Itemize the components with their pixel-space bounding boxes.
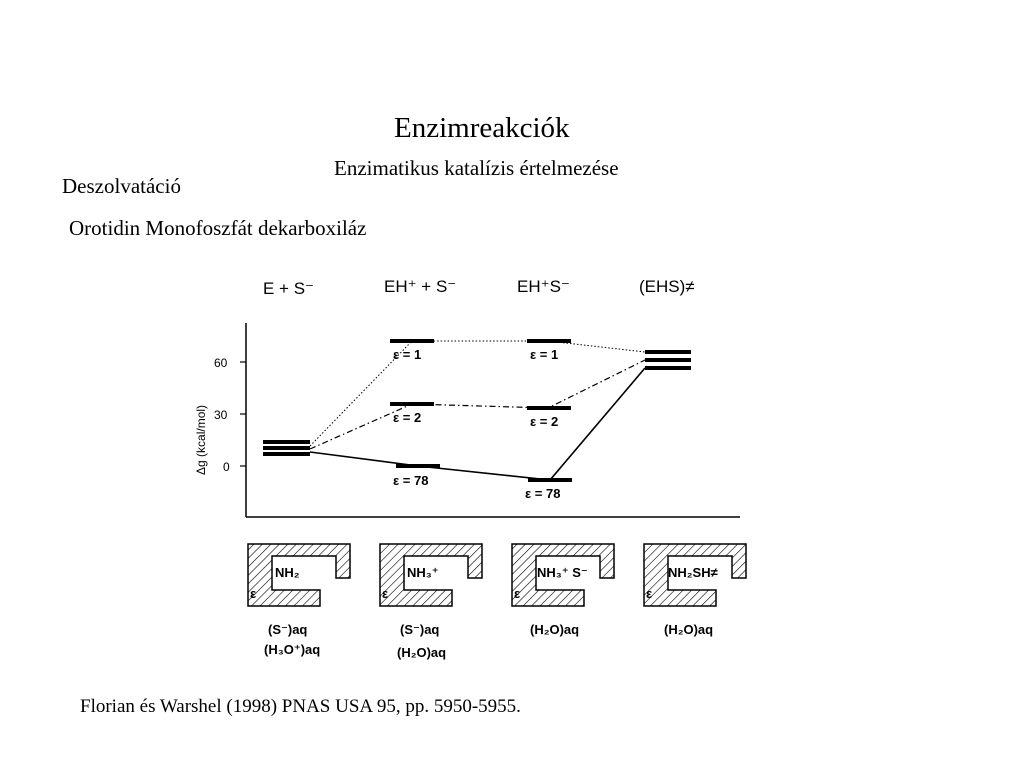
site-label: NH₂ xyxy=(275,565,300,580)
solvent-label: (H₂O)aq xyxy=(530,622,580,637)
epsilon-mark: ε xyxy=(250,586,257,601)
slide-title: Enzimreakciók xyxy=(394,112,570,144)
active-site-sketch-4 xyxy=(644,544,746,606)
solvent-label: (H₂O)aq xyxy=(664,622,714,637)
level-label: ε = 78 xyxy=(525,486,561,501)
state-header: EH⁺S⁻ xyxy=(517,277,570,296)
solvent-label: (S⁻)aq xyxy=(400,622,440,637)
enzyme-name: Orotidin Monofoszfát dekarboxiláz xyxy=(69,216,367,240)
level-eps2 xyxy=(390,402,434,406)
state-header: EH⁺ + S⁻ xyxy=(384,277,457,296)
solvent-label: (H₃O⁺)aq xyxy=(264,642,321,657)
active-site-sketch-3 xyxy=(512,544,614,606)
topic-label: Deszolvatáció xyxy=(62,174,181,198)
level-label: ε = 2 xyxy=(393,410,422,425)
state-header: (EHS)≠ xyxy=(639,277,695,296)
epsilon-mark: ε xyxy=(646,586,653,601)
state-header: E + S⁻ xyxy=(263,279,315,298)
active-site-sketch-2 xyxy=(380,544,482,606)
site-label: NH₂SH≠ xyxy=(668,565,718,580)
level-eps1 xyxy=(527,339,571,343)
slide-subtitle: Enzimatikus katalízis értelmezése xyxy=(334,156,619,180)
citation: Florian és Warshel (1998) PNAS USA 95, pp. 5950-5955. xyxy=(80,696,521,717)
y-tick-marks xyxy=(240,362,246,466)
epsilon-mark: ε xyxy=(382,586,389,601)
y-tick-label: 0 xyxy=(223,460,230,474)
eps2-path xyxy=(310,360,645,449)
site-label: NH₃⁺ S⁻ xyxy=(537,565,588,580)
level-label: ε = 1 xyxy=(393,347,422,362)
level-label: ε = 2 xyxy=(530,414,559,429)
solvent-label: (S⁻)aq xyxy=(268,622,308,637)
site-label: NH₃⁺ xyxy=(407,565,439,580)
y-axis-label: Δg (kcal/mol) xyxy=(194,404,208,475)
level-label: ε = 1 xyxy=(530,347,559,362)
eps1-path xyxy=(310,341,645,446)
epsilon-mark: ε xyxy=(514,586,521,601)
transition-state-levels xyxy=(645,350,691,370)
level-eps1 xyxy=(390,339,434,343)
level-label: ε = 78 xyxy=(393,473,429,488)
y-tick-label: 60 xyxy=(214,356,228,370)
active-site-sketch-1 xyxy=(248,544,350,606)
level-eps2 xyxy=(527,406,571,410)
initial-levels xyxy=(263,440,310,456)
y-tick-label: 30 xyxy=(214,408,228,422)
level-eps78 xyxy=(528,478,572,482)
level-eps78 xyxy=(396,464,440,468)
solvent-label: (H₂O)aq xyxy=(397,645,447,660)
